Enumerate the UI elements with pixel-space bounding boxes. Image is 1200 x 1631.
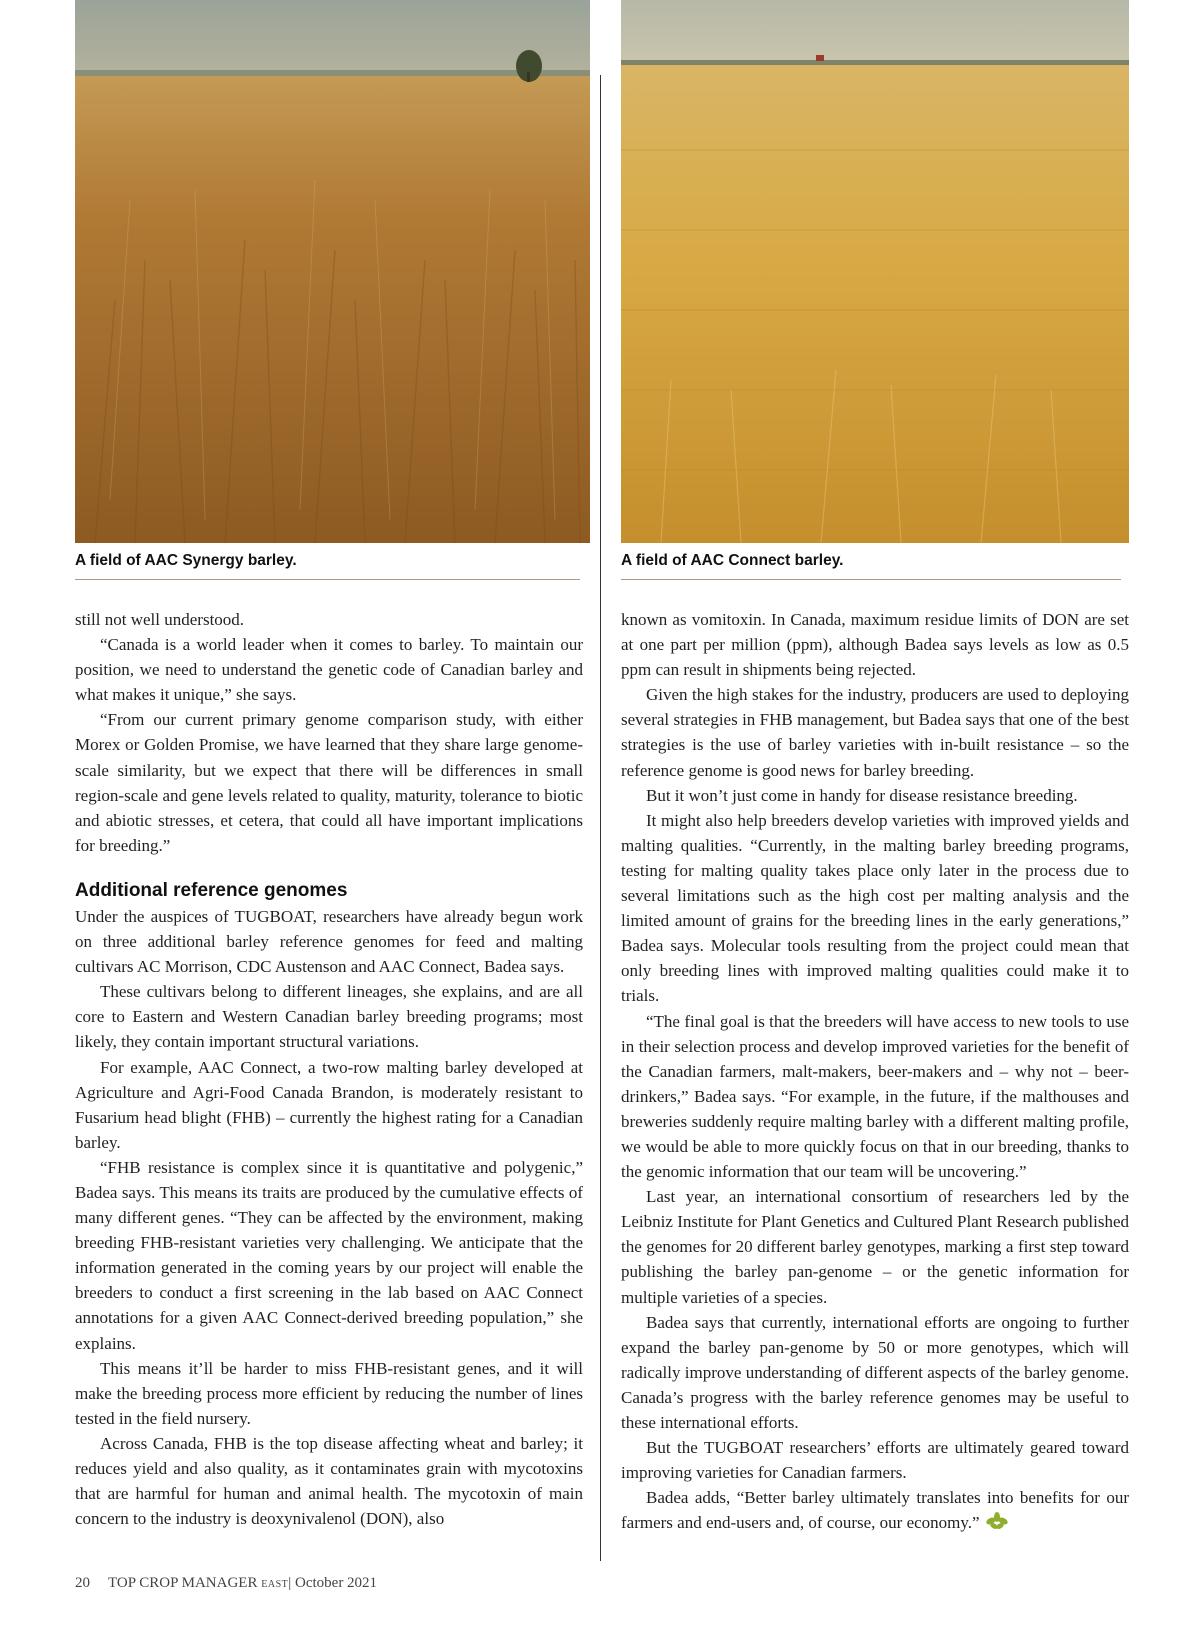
paragraph: Across Canada, FHB is the top disease affecting wheat and barley; it reduces yield and also quality, as it contaminates grain with mycotoxins that are harmful for human and animal health. The mycotoxin of main concern to the industry is deoxynivalenol (DON), also: [75, 1433, 583, 1529]
issue-date: October 2021: [295, 1575, 378, 1591]
paragraph: “FHB resistance is complex since it is quantitative and polygenic,” Badea says. This means its traits are produced by the cumulative effects of many different genes. “They can be affected by the environment, making breeding FHB-resistant varieties very challenging. We anticipate that the information generated in the coming years by our project will enable the breeders to conduct a first screening in the lab based on AAC Connect annotations for a given AAC Connect-derived breeding population,” she explains.: [75, 1157, 583, 1353]
article-column-left: [75, 607, 583, 1531]
paragraph: These cultivars belong to different lineages, she explains, and are all core to Eastern and Western Canadian barley breeding programs; most likely, they contain important structural variations.: [75, 982, 583, 1052]
footer-separator: |: [288, 1575, 292, 1591]
paragraph: Under the auspices of TUGBOAT, researchers have already begun work on three additional barley reference genomes for feed and malting cultivars AC Morrison, CDC Austenson and AAC Connect, Badea says.: [75, 906, 583, 977]
photo-caption: A field of AAC Connect barley.: [621, 552, 1121, 580]
photo-aac-connect-barley: [621, 0, 1129, 543]
photo-caption: A field of AAC Synergy barley.: [75, 552, 580, 580]
paragraph: known as vomitoxin. In Canada, maximum residue limits of DON are set at one part per million (ppm), although Badea says levels as low as 0.5 ppm can result in shipments being rejected.: [621, 610, 1129, 680]
paragraph: This means it’ll be harder to miss FHB-resistant genes, and it will make the breeding process more efficient by reducing the number of lines tested in the field nursery.: [75, 1358, 583, 1428]
paragraph-text: Badea adds, “Better barley ultimately translates into benefits for our farmers and end-users and, of course, our economy.”: [621, 1488, 1129, 1533]
paragraph: “Canada is a world leader when it comes to barley. To maintain our position, we need to understand the genetic code of Canadian barley and what makes it unique,” she says.: [75, 635, 583, 705]
paragraph: still not well understood.: [75, 610, 245, 629]
paragraph: Given the high stakes for the industry, producers are used to deploying several strategies in FHB management, but Badea says that one of the best strategies is the use of barley varieties with in-built resistance – so the reference genome is good news for barley breeding.: [621, 685, 1129, 780]
page-footer: [75, 1575, 377, 1592]
paragraph: [621, 1485, 1129, 1535]
paragraph: But it won’t just come in handy for disease resistance breeding.: [646, 785, 1078, 805]
paragraph: “The final goal is that the breeders will have access to new tools to use in their selection process and develop improved varieties for the benefit of the Canadian farmers, malt-makers, beer-makers and – why not – beer-drinkers,” Badea says. “For example, in the future, if the malthouses and breweries suddenly require malting barley with a different malting profile, we would be able to more quickly focus on that in our breeding, thanks to the genomic information that our team will be uncovering.”: [621, 1011, 1129, 1182]
section-heading: Additional reference genomes: [75, 879, 348, 901]
paragraph: Badea says that currently, international efforts are ongoing to further expand the barley pan-genome by 50 or more genotypes, which will radically improve understanding of different aspects of the barley genome. Canada’s progress with the barley reference genomes may be useful to these international efforts.: [621, 1312, 1129, 1432]
paragraph: For example, AAC Connect, a two-row malting barley developed at Agriculture and Agri-Food Canada Brandon, is moderately resistant to Fusarium head blight (FHB) – currently the highest rating for a Canadian barley.: [75, 1057, 583, 1152]
leaf-end-mark-icon: [986, 1512, 1008, 1530]
column-divider: [600, 75, 601, 1561]
paragraph: Last year, an international consortium of researchers led by the Leibniz Institute for Plant Genetics and Cultured Plant Research published the genomes for 20 different barley genotypes, marking a first step toward publishing the barley pan-genome – or the genetic information for multiple varieties of a species.: [621, 1187, 1129, 1307]
magazine-edition: EAST: [261, 1579, 289, 1590]
magazine-name: TOP CROP MANAGER: [108, 1575, 258, 1591]
paragraph: “From our current primary genome comparison study, with either Morex or Golden Promise, we have learned that they share large genome-scale similarity, but we expect that there will be differences in small region-scale and gene levels related to quality, maturity, tolerance to biotic and abiotic stresses, et cetera, that could all have important implications for breeding.”: [75, 710, 583, 855]
photo-aac-synergy-barley: [75, 0, 590, 543]
barley-field-image: [75, 0, 590, 543]
page-number: 20: [75, 1575, 90, 1591]
barley-field-image: [621, 0, 1129, 543]
article-column-right: [621, 607, 1129, 1535]
paragraph: It might also help breeders develop varieties with improved yields and malting qualities. “Currently, in the malting barley breeding programs, testing for malting quality takes place only later in the process due to several limitations such as the high cost per malting analysis and the limited amount of grains for the breeding lines in the early generations,” Badea says. Molecular tools resulting from the project could mean that only breeding lines with improved malting qualities could make it to trials.: [621, 810, 1129, 1006]
paragraph: But the TUGBOAT researchers’ efforts are ultimately geared toward improving varieties for Canadian farmers.: [621, 1438, 1129, 1483]
